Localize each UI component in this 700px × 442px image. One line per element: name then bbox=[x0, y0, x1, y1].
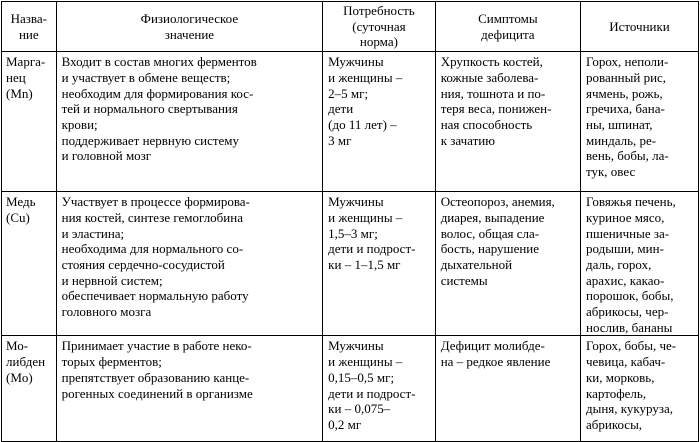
element-name-cell: Марга- нец (Mn) bbox=[2, 52, 57, 192]
sources-cell: Горох, бобы, че- чевица, кабач- ки, морковь, картофель, дыня, кукуруза, абрикосы, bbox=[580, 336, 698, 442]
table-row bbox=[2, 192, 699, 336]
function-cell: Входит в состав многих ферментов и участвует в обмене веществ; необходим для формирования кос- тей и нормального свертывания крови; поддерживает нервную систему и головной мозг bbox=[56, 52, 323, 192]
element-name-cell: Мо- либден (Mo) bbox=[2, 336, 57, 442]
symptoms-cell: Хрупкость костей, кожные заболева- ния, тошнота и по- теря веса, понижен- ная способность к зачатию bbox=[435, 52, 580, 192]
sources-cell: Говяжья печень, куриное мясо, пшеничные за- родыши, мин- даль, горох, арахис, какао- порошок, бобы, абрикосы, чер- нослив, бананы bbox=[580, 192, 698, 336]
need-cell: Мужчины и женщины – 2–5 мг; дети (до 11 лет) – 3 мг bbox=[323, 52, 436, 192]
function-cell: Принимает участие в работе неко- торых ферментов; препятствует образованию канце- рогенных соединений в организме bbox=[56, 336, 323, 442]
header-symptoms: Симптомы дефицита bbox=[435, 2, 580, 52]
sources-cell: Горох, неполи- рованный рис, ячмень, рожь, гречиха, бана- ны, шпинат, миндаль, ре- вень, бобы, ла- тук, овес bbox=[580, 52, 698, 192]
function-cell: Участвует в процессе формирова- ния костей, синтезе гемоглобина и эластина; необходима для нормального со- стояния сердечно-сосудистой и нервной систем; обеспечивает нормальную работу головного мозга bbox=[56, 192, 323, 336]
need-cell: Мужчины и женщины – 0,15–0,5 мг; дети и подрост- ки – 0,075– 0,2 мг bbox=[323, 336, 436, 442]
table-header-row bbox=[2, 2, 699, 52]
header-need: Потребность (суточная норма) bbox=[323, 2, 436, 52]
symptoms-cell: Дефицит молибде- на – редкое явление bbox=[435, 336, 580, 442]
need-cell: Мужчины и женщины – 1,5–3 мг; дети и подрост- ки – 1–1,5 мг bbox=[323, 192, 436, 336]
header-function: Физиологическое значение bbox=[56, 2, 323, 52]
table-row bbox=[2, 336, 699, 442]
microelements-table bbox=[1, 1, 699, 442]
table-row bbox=[2, 52, 699, 192]
header-sources: Источники bbox=[580, 2, 698, 52]
element-name-cell: Медь (Cu) bbox=[2, 192, 57, 336]
symptoms-cell: Остеопороз, анемия, диарея, выпадение волос, общая сла- бость, нарушение дыхательной системы bbox=[435, 192, 580, 336]
header-name: Назва- ние bbox=[2, 2, 57, 52]
